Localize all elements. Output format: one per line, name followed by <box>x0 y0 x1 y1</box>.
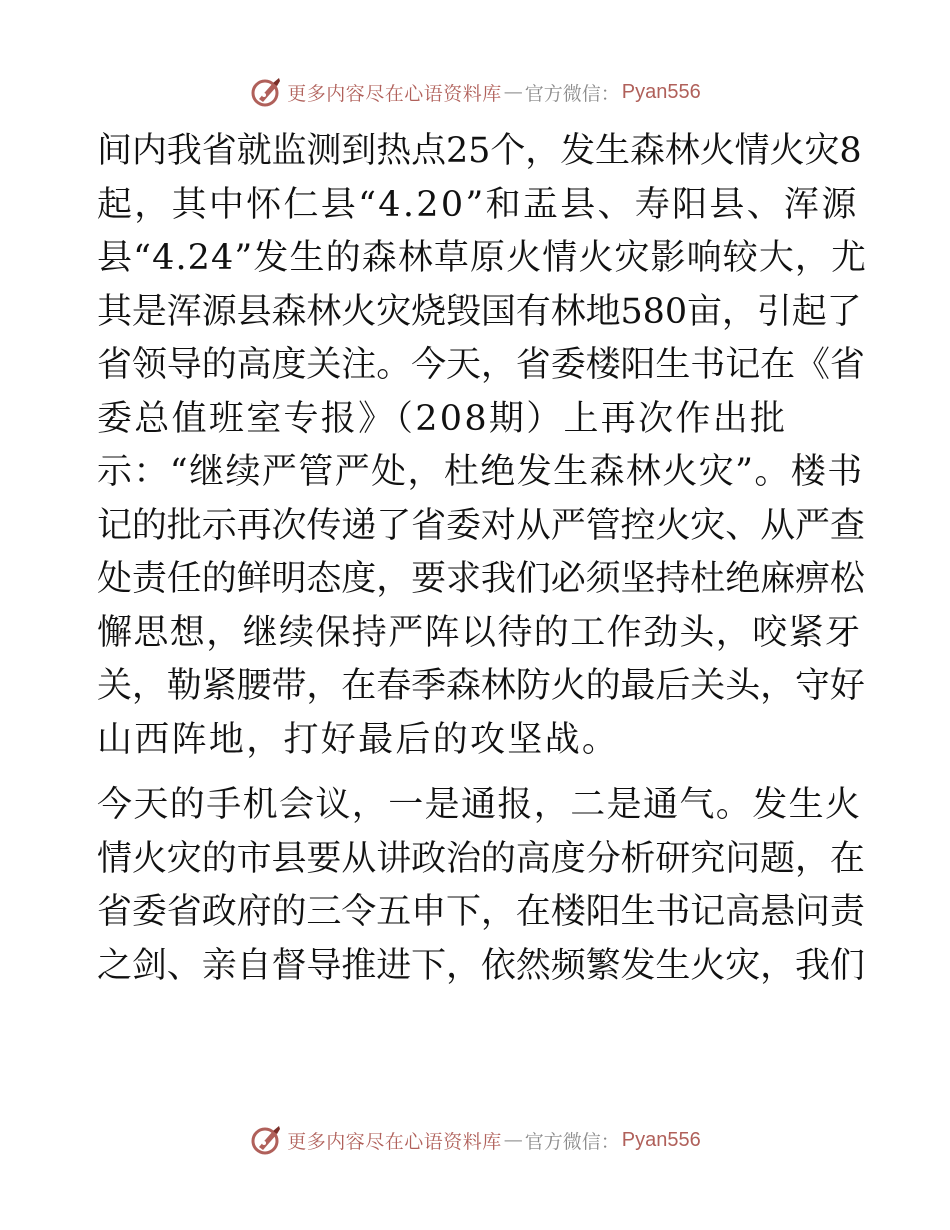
paragraph-2 <box>97 779 865 993</box>
text-line: 起，其中怀仁县“4.20”和盂县、寿阳县、浑源 <box>97 184 859 225</box>
pen-nib-circle-icon <box>249 1123 283 1157</box>
footer-banner <box>0 1120 950 1160</box>
text-line: 处责任的鲜明态度，要求我们必须坚持杜绝麻痹松 <box>97 559 865 599</box>
paragraph-1 <box>97 125 868 767</box>
banner-wechat-id: Pyan556 <box>621 80 701 103</box>
text-line: 省委省政府的三令五申下，在楼阳生书记高悬问责 <box>97 892 865 932</box>
text-line: 其是浑源县森林火灾烧毁国有林地580亩，引起了 <box>97 291 862 332</box>
text-line: 间内我省就监测到热点25个，发生森林火情火灾8 <box>97 131 862 171</box>
text-line: 懈思想，继续保持严阵以待的工作劲头，咬紧牙 <box>97 612 862 653</box>
banner-wechat-id: Pyan556 <box>621 1128 701 1151</box>
banner-wechat-label: 官方微信： <box>524 1130 620 1153</box>
text-line: 关，勒紧腰带，在春季森林防火的最后关头，守好 <box>97 666 865 706</box>
header-banner <box>0 72 950 112</box>
banner-separator: — <box>503 81 523 103</box>
text-line: 记的批示再次传递了省委对从严管控火灾、从严查 <box>97 505 865 546</box>
text-line: 省领导的高度关注。今天，省委楼阳生书记在《省 <box>97 345 865 385</box>
text-line: 今天的手机会议，一是通报，二是通气。发生火 <box>97 785 862 825</box>
pen-nib-circle-icon <box>249 75 283 109</box>
text-line: 县“4.24”发生的森林草原火情火灾影响较大，尤 <box>97 238 868 278</box>
text-line: 委总值班室专报》（208期）上再次作出批 <box>97 398 788 439</box>
banner-text: 更多内容尽在心语资料库 <box>287 82 502 105</box>
text-line: 山西阵地，打好最后的攻坚战。 <box>97 719 620 760</box>
banner-text: 更多内容尽在心语资料库 <box>287 1130 502 1153</box>
banner-separator: — <box>503 1129 523 1151</box>
text-line: 情火灾的市县要从讲政治的高度分析研究问题，在 <box>97 838 865 879</box>
document-body <box>97 125 868 993</box>
text-line: 之剑、亲自督导推进下，依然频繁发生火灾，我们 <box>97 945 865 986</box>
banner-wechat-label: 官方微信： <box>524 82 620 105</box>
text-line: 示：“继续严管严处，杜绝发生森林火灾”。楼书 <box>97 452 864 492</box>
